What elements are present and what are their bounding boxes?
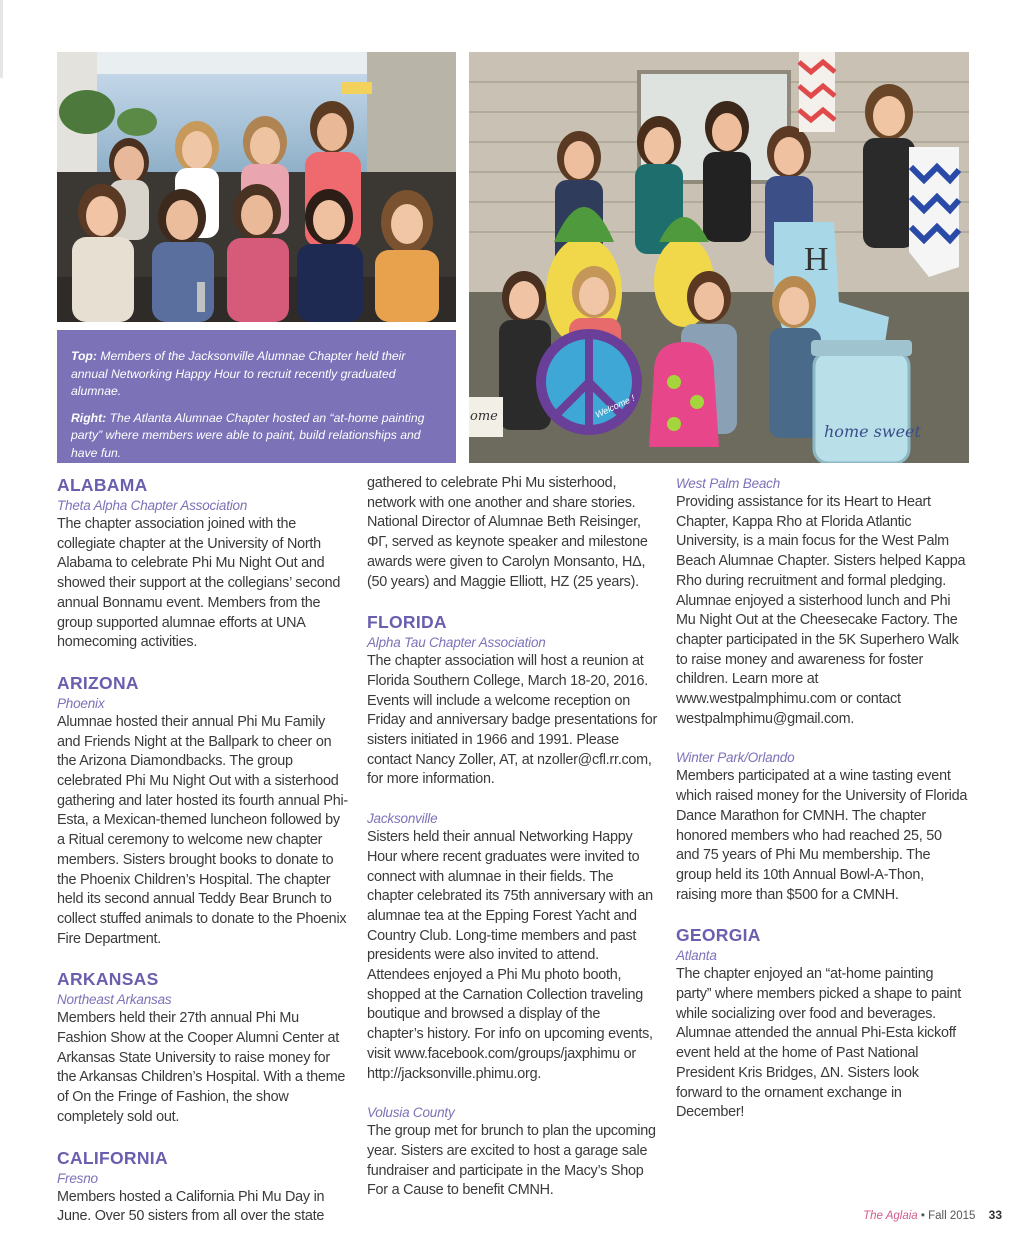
caption-right bbox=[71, 410, 442, 463]
caption-top bbox=[71, 348, 442, 401]
paragraph-winter-park: Members participated at a wine tasting event which raised money for the University of Florida Dance Marathon for CMNH. The chapter honored members who had reached 25, 50 and 75 years of Phi Mu membership. The group held its 10th Annual Bowl-A-Thon, raising more than $500 for a CMNH. bbox=[676, 768, 968, 903]
section-georgia bbox=[676, 924, 968, 1123]
caption-top-text: Members of the Jacksonville Alumnae Chapter held their annual Networking Happy Hour to recruit recently graduated alumnae. bbox=[71, 349, 406, 398]
paragraph-georgia: The chapter enjoyed an “at-home painting party” where members picked a shape to paint while socializing over food and beverages. Alumnae attended the annual Phi-Esta kickoff event held at the home of Past National President Kris Bridges, ΔN. Sisters look forward to the ornament exchange in December! bbox=[676, 966, 961, 1121]
photo-atlanta-illustration bbox=[469, 52, 969, 463]
chapter-name-atlanta: Atlanta bbox=[676, 948, 717, 964]
chapter-name-winter-park-orlando: Winter Park/Orlando bbox=[676, 750, 795, 766]
paragraph-jacksonville: Sisters held their annual Networking Happy Hour where recent graduates were invited to connect with alumnae in their fields. The chapter celebrated its 75th anniversary with an alumnae tea at the Epping Forest Yacht and Country Club. Long-time members and past presidents were also invited to attend. Attendees enjoyed a Phi Mu photo booth, shopped at the Carnation Collection traveling boutique and browsed a display of the chapter’s history. For info on upcoming events, visit www.facebook.com/groups/jaxphimu or http://jacksonville.phimu.org. bbox=[367, 829, 653, 1082]
column-3 bbox=[676, 474, 968, 1123]
paragraph-alabama: The chapter association joined with the collegiate chapter at the University of North Alabama to celebrate Phi Mu Night Out and showed their support at the collegians’ second annual Bonnamu event. Members from the group supported alumnae efforts at UNA homecoming activities. bbox=[57, 516, 341, 651]
paragraph-california: Members hosted a California Phi Mu Day in June. Over 50 sisters from all over the state bbox=[57, 1188, 325, 1225]
chapter-name-west-palm-beach: West Palm Beach bbox=[676, 476, 781, 491]
section-california bbox=[57, 1147, 349, 1227]
paragraph-arkansas: Members held their 27th annual Phi Mu Fashion Show at the Cooper Alumni Center at Arkansas State University to raise money for the Arkansas Children’s Hospital. With a theme of On the Fringe of Fashion, the show completely sold out. bbox=[57, 1010, 346, 1125]
state-heading-california: CALIFORNIA bbox=[57, 1147, 168, 1168]
caption-right-label: Right: bbox=[71, 410, 107, 425]
paragraph-volusia: The group met for brunch to plan the upcoming year. Sisters are excited to host a garage sale fundraiser and participate in the Macy’s Shop For a Cause to benefit CMNH. bbox=[367, 1123, 656, 1199]
section-alabama bbox=[57, 474, 349, 653]
section-jacksonville bbox=[367, 809, 659, 1084]
section-winter-park bbox=[676, 748, 968, 905]
state-heading-arkansas: ARKANSAS bbox=[57, 969, 159, 990]
caption-top-label: Top: bbox=[71, 349, 97, 363]
page-edge-mark bbox=[0, 0, 3, 78]
section-arkansas bbox=[57, 968, 349, 1127]
photo-caption-box bbox=[57, 330, 456, 463]
letter-sign-text: H bbox=[804, 241, 829, 278]
section-volusia bbox=[367, 1103, 659, 1201]
page-number: 33 bbox=[988, 1208, 1002, 1222]
section-west-palm-beach bbox=[676, 474, 968, 729]
chapter-name-jacksonville: Jacksonville bbox=[367, 811, 438, 827]
chapter-name-northeast-arkansas: Northeast Arkansas bbox=[57, 992, 172, 1008]
chapter-name-volusia-county: Volusia County bbox=[367, 1105, 455, 1121]
state-heading-arizona: ARIZONA bbox=[57, 672, 139, 693]
chapter-name-theta-alpha: Theta Alpha Chapter Association bbox=[57, 498, 248, 513]
issue-label: • Fall 2015 bbox=[920, 1210, 976, 1222]
chapter-name-fresno: Fresno bbox=[57, 1170, 98, 1186]
page-footer bbox=[863, 1208, 1002, 1222]
column-2 bbox=[367, 474, 659, 1201]
section-arizona bbox=[57, 672, 349, 949]
section-florida bbox=[367, 611, 659, 790]
column-1 bbox=[57, 474, 349, 1227]
state-heading-alabama: ALABAMA bbox=[57, 475, 148, 495]
photo-atlanta-painting-party bbox=[469, 52, 969, 463]
photo-jacksonville-happy-hour bbox=[57, 52, 456, 322]
paragraph-florida: The chapter association will host a reunion at Florida Southern College, March 18-20, 2016. Events will include a welcome reception on Friday and anniversary badge presentations for sisters initiated in 1966 and 1991. Please contact Nancy Zoller, AT, at nzoller@cfl.rr.com, for more information. bbox=[367, 653, 658, 788]
jar-home-sweet-text: home sweet bbox=[824, 422, 921, 441]
paragraph-california-continued: gathered to celebrate Phi Mu sisterhood, network with one another and share stories. National Director of Alumnae Beth Reisinger, ΦΓ, served as keynote speaker and milestone awards were given to Carolyn Monsanto, HΔ, (50 years) and Maggie Elliott, HZ (25 years). bbox=[367, 475, 648, 590]
photo-jacksonville-illustration bbox=[57, 52, 456, 322]
state-heading-florida: FLORIDA bbox=[367, 612, 447, 633]
paragraph-west-palm-beach: Providing assistance for its Heart to Heart Chapter, Kappa Rho at Florida Atlantic University, is a main focus for the West Palm Beach Alumnae Chapter. Sisters helped Kappa Rho during recruitment and formal pledging. Alumnae enjoyed a sisterhood lunch and Phi Mu Night Out at the Cheesecake Factory. The chapter participated in the 5K Superhero Walk to raise money and awareness for foster children. Learn more at www.westpalmphimu.com or contact westpalmphimu@gmail.com. bbox=[676, 494, 966, 727]
paragraph-arizona: Alumnae hosted their annual Phi Mu Family and Friends Night at the Ballpark to cheer on the Arizona Diamondbacks. The group celebrated Phi Mu Night Out with a sisterhood gathering and later hosted its fourth annual Phi-Esta, a Mexican-themed luncheon followed by a Ritual ceremony to welcome new chapter members. Sisters brought books to donate to the Phoenix Children’s Hospital. The chapter held its second annual Teddy Bear Brunch to collect stuffed animals to donate to the Phoenix Fire Department. bbox=[57, 713, 348, 947]
caption-right-text: The Atlanta Alumnae Chapter hosted an “at-home painting party” where members were able to paint, build relationships and have fun. bbox=[71, 410, 425, 460]
magazine-name: The Aglaia bbox=[863, 1210, 918, 1222]
chapter-name-phoenix: Phoenix bbox=[57, 695, 105, 711]
home-sign-text: ome bbox=[470, 409, 498, 424]
chapter-name-alpha-tau: Alpha Tau Chapter Association bbox=[367, 635, 546, 651]
peace-sign-welcome-text: Welcome ! bbox=[593, 392, 637, 420]
state-heading-georgia: GEORGIA bbox=[676, 925, 761, 946]
